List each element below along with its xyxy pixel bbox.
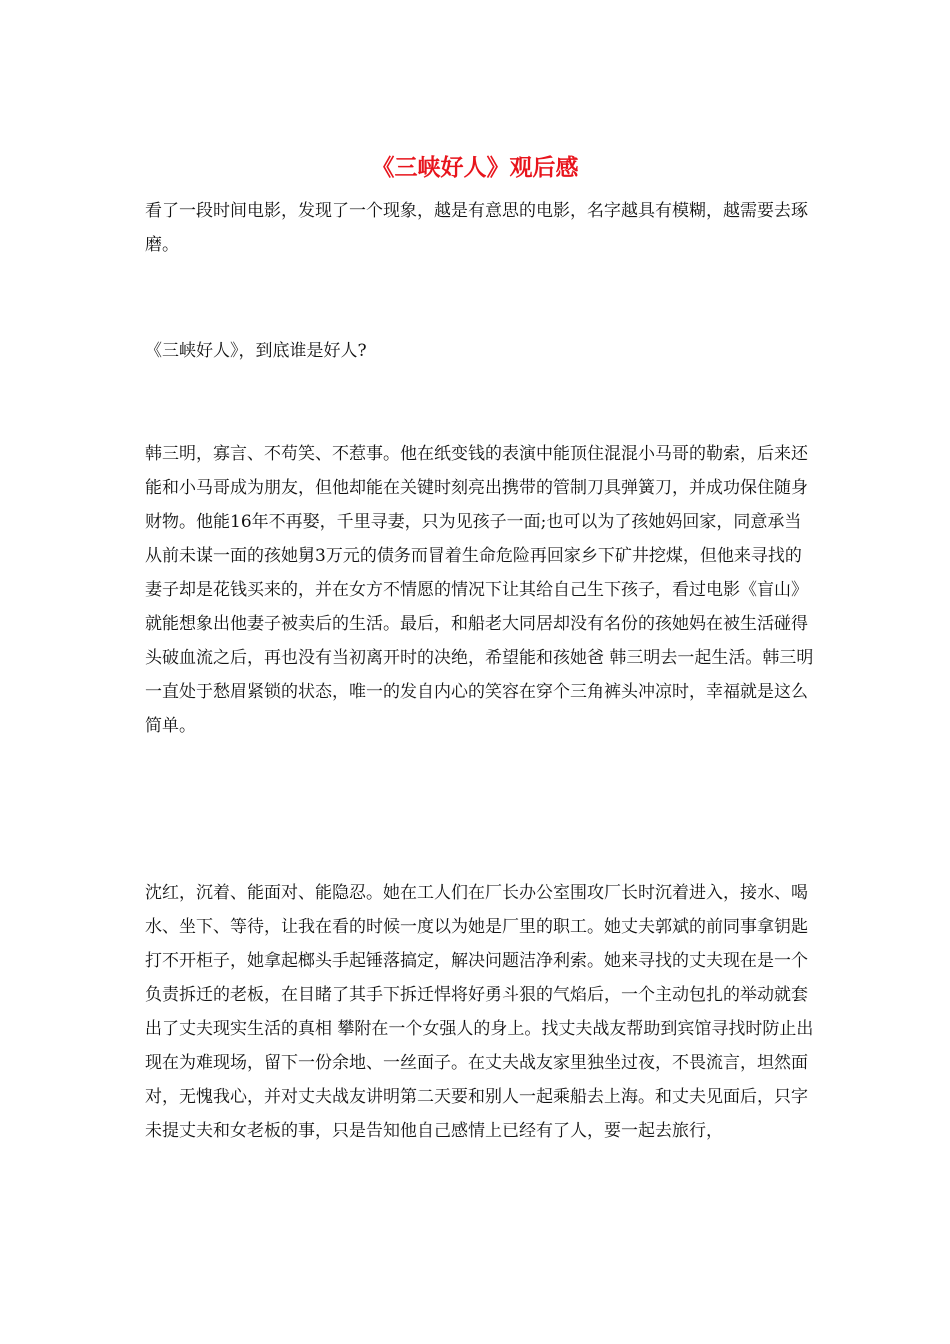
paragraph-han-sanming: 韩三明，寡言、不苟笑、不惹事。他在纸变钱的表演中能顶住混混小马哥的勒索，后来还能和小马哥成为朋友，但他却能在关键时刻亮出携带的管制刀具弹簧刀，并成功保住随身财物。他能16年不再娶，千里寻妻，只为见孩子一面;也可以为了孩她妈回家，同意承当从前未谋一面的孩她舅3万元的债务而冒着生命危险再回家乡下矿井挖煤，但他来寻找的妻子却是花钱买来的，并在女方不情愿的情况下让其给自己生下孩子，看过电影《盲山》就能想象出他妻子被卖后的生活。最后，和船老大同居却没有名份的孩她妈在被生活碰得头破血流之后，再也没有当初离开时的决绝，希望能和孩她爸 韩三明去一起生活。韩三明一直处于愁眉紧锁的状态，唯一的发自内心的笑容在穿个三角裤头冲凉时，幸福就是这么简单。 — [145, 444, 814, 736]
paragraph-intro: 看了一段时间电影，发现了一个现象，越是有意思的电影，名字越具有模糊，越需要去琢磨。 — [145, 201, 808, 255]
document-title: 《三峡好人》观后感 — [371, 154, 579, 181]
paragraph-question: 《三峡好人》，到底谁是好人? — [145, 341, 367, 361]
paragraph-shen-hong: 沈红，沉着、能面对、能隐忍。她在工人们在厂长办公室围攻厂长时沉着进入，接水、喝水、坐下、等待，让我在看的时候一度以为她是厂里的职工。她丈夫郭斌的前同事拿钥匙打不开柜子，她拿起榔头手起锤落搞定，解决问题洁净利索。她来寻找的丈夫现在是一个负责拆迁的老板，在目睹了其手下拆迁悍将好勇斗狠的气焰后，一个主动包扎的举动就套出了丈夫现实生活的真相 攀附在一个女强人的身上。找丈夫战友帮助到宾馆寻找时防止出现在为难现场，留下一份余地、一丝面子。在丈夫战友家里独坐过夜，不畏流言，坦然面对，无愧我心，并对丈夫战友讲明第二天要和别人一起乘船去上海。和丈夫见面后，只字未提丈夫和女老板的事，只是告知他自己感情上已经有了人，要一起去旅行， — [145, 883, 814, 1141]
